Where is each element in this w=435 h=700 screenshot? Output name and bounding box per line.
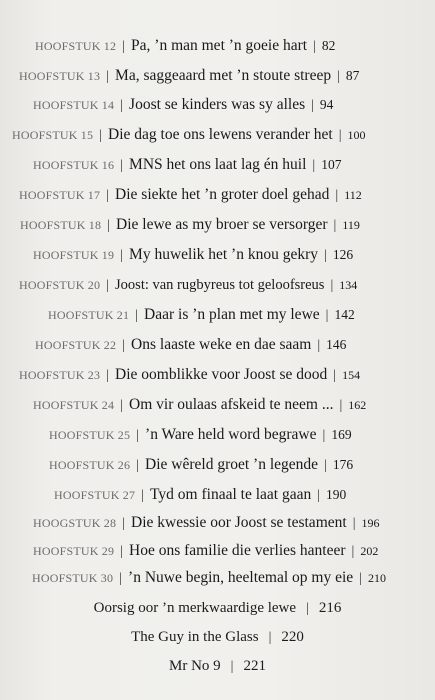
chapter-title: Die lewe as my broer se versorger [116,216,328,233]
separator: | [122,338,126,353]
toc-entry-16 [33,157,341,173]
separator: | [268,630,272,645]
toc-entry-14 [33,97,333,113]
page-number: 100 [347,128,366,142]
separator: | [339,398,343,413]
separator: | [306,601,309,616]
chapter-title: Daar is ’n plan met my lewe [144,306,320,323]
toc-entry-25 [49,427,352,443]
chapter-title: MNS het ons laat lag én huil [129,156,307,173]
chapter-label: HOOFSTUK 22 [35,338,117,352]
separator: | [330,278,334,293]
separator: | [99,128,103,143]
page-number: 202 [360,544,379,558]
separator: | [325,308,329,323]
chapter-title: Die kwessie oor Joost se testament [131,514,347,531]
toc-entry-27 [54,487,346,503]
chapter-title: Die dag toe ons lewens verander het [108,126,333,143]
page-number: 162 [348,398,367,412]
toc-entry-12 [35,38,335,54]
chapter-title: Joost se kinders was sy alles [129,96,306,113]
separator: | [106,368,110,383]
chapter-title: Hoe ons familie die verlies hanteer [129,542,346,559]
toc-entry-17 [19,187,362,203]
chapter-title: Die oomblikke voor Joost se dood [115,366,328,383]
page-number: 220 [281,629,304,645]
chapter-label: HOOFSTUK 27 [54,488,136,502]
separator: | [333,218,337,233]
separator: | [359,571,362,586]
separator: | [106,188,110,203]
chapter-title: My huwelik het ’n knou gekry [129,246,319,263]
separator: | [106,278,110,293]
toc-entry-21 [48,307,355,323]
separator: | [136,458,140,473]
separator: | [230,659,234,674]
chapter-title: Ons laaste weke en dae saam [131,336,312,353]
chapter-title: ’n Nuwe begin, heeltemal op my eie [128,569,354,586]
separator: | [136,428,140,443]
page-number: 169 [331,427,352,442]
separator: | [312,158,316,173]
chapter-label: HOOFSTUK 21 [48,308,130,322]
page-number: 119 [342,218,360,232]
extra-title: Mr No 9 [169,658,221,674]
page-number: 196 [361,516,380,530]
separator: | [338,128,342,143]
page-number: 142 [334,307,355,322]
chapter-title: Pa, ’n man met ’n goeie hart [131,37,308,54]
chapter-title: Om vir oulaas afskeid te neem ... [129,396,334,413]
page-number: 154 [342,368,361,382]
toc-entry-13 [19,68,359,84]
chapter-label: HOOFSTUK 24 [33,398,115,412]
separator: | [311,98,314,113]
toc-entry-20 [19,277,357,293]
chapter-title: Ma, saggeaard met ’n stoute streep [115,67,332,84]
separator: | [335,188,339,203]
separator: | [317,488,321,503]
chapter-label: HOOFSTUK 20 [19,278,101,292]
separator: | [120,544,124,559]
separator: | [352,516,356,531]
chapter-title: Tyd om finaal te laat gaan [150,486,312,503]
page-number: 190 [326,487,347,502]
page-number: 82 [321,38,336,53]
toc-entry-26 [49,457,353,473]
toc-extra-1 [0,601,435,616]
chapter-label: HOOFSTUK 19 [33,248,115,262]
chapter-label: HOOFSTUK 13 [19,69,101,83]
chapter-label: HOOFSTUK 15 [12,128,94,142]
separator: | [122,39,126,54]
separator: | [351,544,355,559]
separator: | [120,248,124,263]
page-number: 126 [332,247,354,262]
chapter-label: HOOFSTUK 25 [49,428,131,442]
separator: | [317,338,321,353]
chapter-label: HOOGSTUK 28 [33,516,117,530]
page-number: 146 [326,337,347,352]
toc-entry-18 [20,217,360,233]
extra-title: The Guy in the Glass [131,629,259,645]
separator: | [120,398,124,413]
page-number: 112 [344,188,362,202]
page-number: 87 [345,68,360,83]
separator: | [120,98,124,113]
toc-entry-30 [32,570,386,586]
chapter-label: HOOFSTUK 12 [35,39,117,53]
toc-extra-2 [0,630,435,645]
separator: | [337,69,340,84]
separator: | [106,69,110,84]
chapter-label: HOOFSTUK 17 [19,188,101,202]
toc-entry-24 [33,397,366,413]
extra-title: Oorsig oor ’n merkwaardige lewe [93,600,297,616]
chapter-title: Die siekte het ’n groter doel gehad [115,186,330,203]
page-number: 221 [243,658,266,674]
separator: | [122,516,126,531]
separator: | [322,428,326,443]
page-number: 216 [318,600,342,616]
chapter-label: HOOFSTUK 14 [33,98,115,112]
chapter-label: HOOFSTUK 16 [33,158,115,172]
chapter-label: HOOFSTUK 23 [19,368,101,382]
separator: | [119,571,123,586]
toc-entry-15 [12,127,366,143]
separator: | [107,218,111,233]
page-number: 210 [367,571,386,585]
separator: | [333,368,337,383]
separator: | [120,158,124,173]
toc-entry-28 [33,515,380,531]
toc-entry-23 [19,367,360,383]
page-number: 107 [321,157,342,172]
separator: | [135,308,139,323]
separator: | [324,458,327,473]
toc-entry-22 [35,337,346,353]
page-number: 176 [332,457,354,472]
chapter-title: Die wêreld groet ’n legende [145,456,319,473]
toc-extra-3 [0,659,435,674]
chapter-title: ’n Ware held word begrawe [145,426,317,443]
page-number: 94 [319,97,334,112]
toc-entry-19 [33,247,353,263]
chapter-label: HOOFSTUK 26 [49,458,131,472]
chapter-label: HOOFSTUK 29 [33,544,115,558]
page-number: 134 [339,278,358,292]
separator: | [313,39,316,54]
chapter-label: HOOFSTUK 18 [20,218,102,232]
toc-entry-29 [33,543,378,559]
chapter-title: Joost: van rugbyreus tot geloofsreus [115,277,325,293]
chapter-label: HOOFSTUK 30 [32,571,114,585]
separator: | [324,248,327,263]
separator: | [141,488,145,503]
